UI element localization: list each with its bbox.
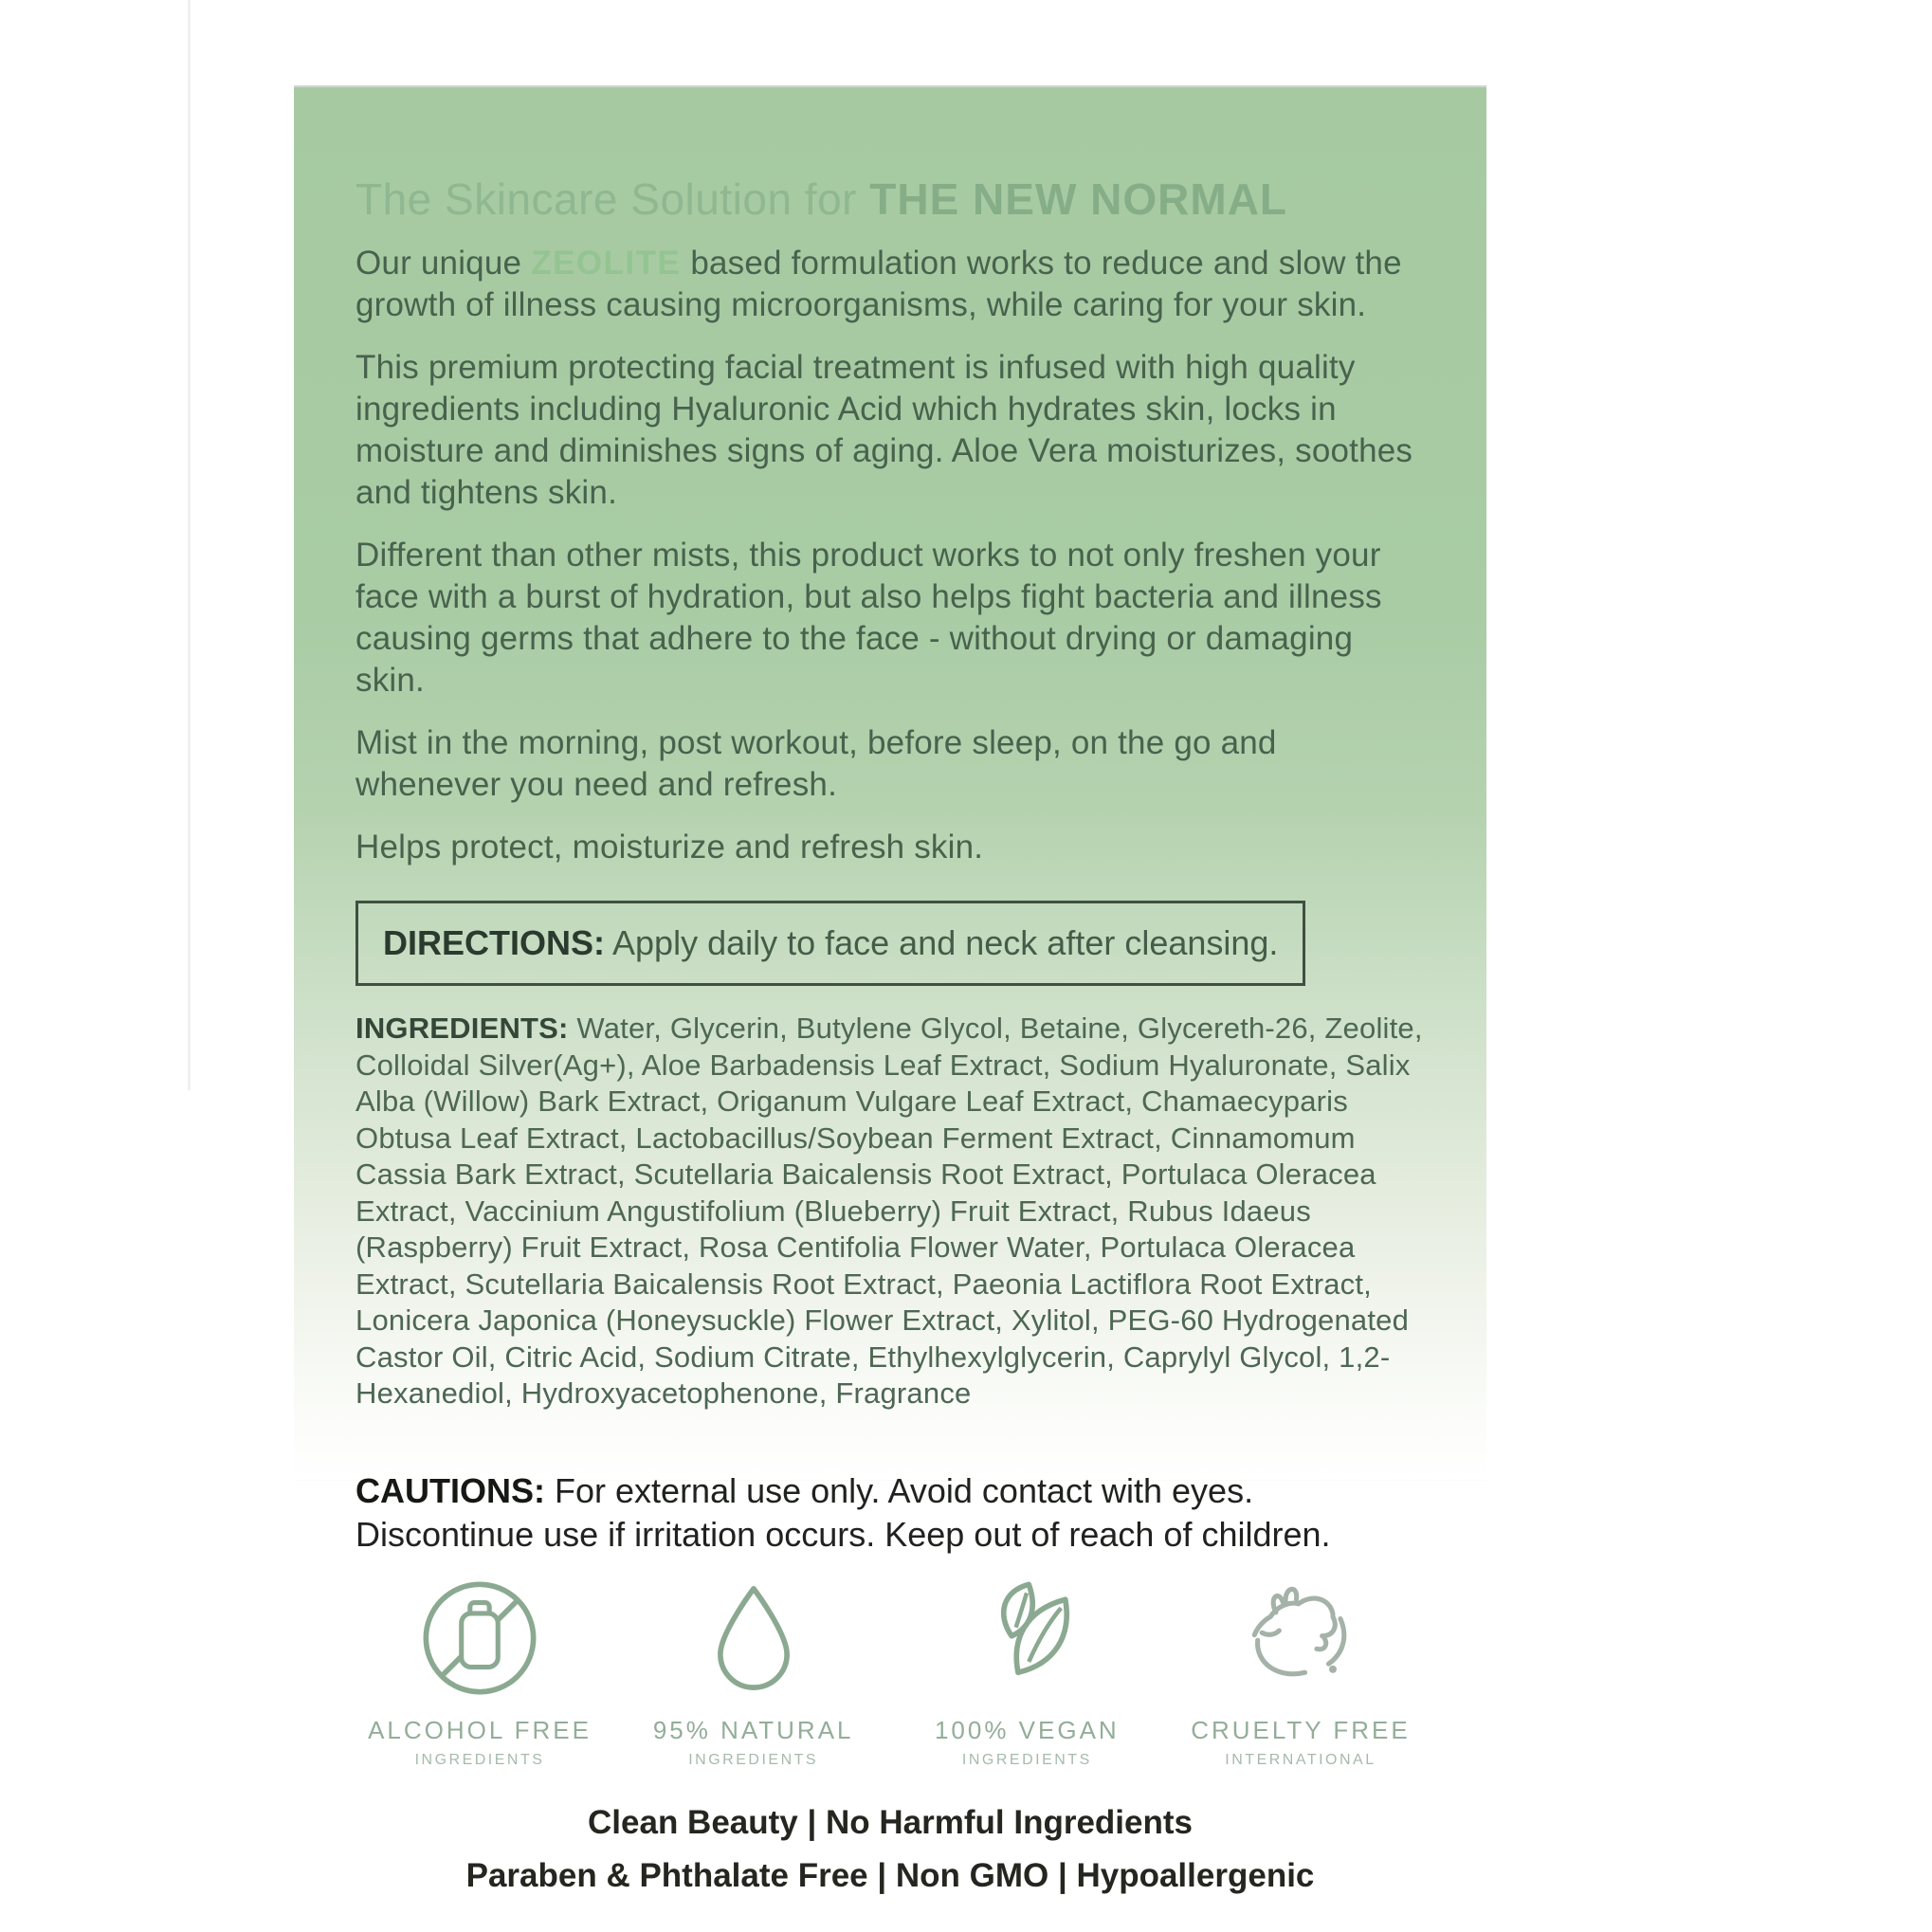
label-content — [355, 173, 1425, 1907]
badge-vegan — [902, 1574, 1151, 1769]
badge-title: ALCOHOL FREE — [368, 1715, 592, 1744]
paragraph-usage-occasions: Mist in the morning, post workout, before sleep, on the go and whenever you need and refresh. — [355, 724, 1277, 803]
badge-subtitle: INGREDIENTS — [961, 1751, 1092, 1768]
paragraph-summary: Helps protect, moisturize and refresh skin. — [355, 829, 984, 866]
label-title-bold: THE NEW NORMAL — [869, 174, 1288, 224]
footer-claims — [355, 1801, 1425, 1898]
badge-title: CRUELTY FREE — [1191, 1715, 1411, 1744]
intro-text-pre: Our unique — [355, 245, 532, 282]
paragraph-formulation — [355, 243, 1425, 326]
cautions-label: CAUTIONS: — [355, 1470, 545, 1510]
footer-line-2: Paraben & Phthalate Free | Non GMO | Hypoallergenic — [465, 1856, 1315, 1894]
badge-title: 95% NATURAL — [652, 1715, 854, 1744]
cautions-paragraph — [355, 1469, 1425, 1557]
badge-subtitle: INTERNATIONAL — [1225, 1751, 1376, 1768]
label-title-regular: The Skincare Solution for — [355, 174, 870, 224]
certification-badges-row — [355, 1574, 1425, 1769]
zeolite-highlight: ZEOLITE — [531, 245, 682, 282]
badge-cruelty-free — [1176, 1574, 1425, 1769]
directions-text: Apply daily to face and neck after cleansing. — [612, 923, 1279, 962]
badge-natural — [629, 1574, 878, 1769]
badge-title: 100% VEGAN — [934, 1715, 1120, 1744]
water-drop-icon — [689, 1574, 818, 1703]
badge-alcohol-free — [355, 1574, 604, 1769]
leaping-bunny-icon — [1236, 1574, 1365, 1703]
label-title — [355, 173, 1425, 226]
ingredients-label: INGREDIENTS: — [355, 1012, 569, 1045]
no-alcohol-bottle-icon — [415, 1574, 544, 1703]
intro-text-post: based formulation works to reduce and slow the growth of illness causing microorganisms, while caring for your skin. — [355, 245, 1402, 323]
footer-line-1: Clean Beauty | No Harmful Ingredients — [588, 1803, 1193, 1841]
badge-subtitle: INGREDIENTS — [688, 1751, 819, 1768]
directions-box — [355, 901, 1305, 986]
cautions-text: For external use only. Avoid contact with eyes. Discontinue use if irritation occurs. Keep out of reach of children. — [355, 1470, 1331, 1554]
badge-subtitle: INGREDIENTS — [414, 1751, 545, 1768]
ingredients-text: Water, Glycerin, Butylene Glycol, Betaine, Glycereth-26, Zeolite, Colloidal Silver(Ag+), Aloe Barbadensis Leaf Extract, Sodium Hyaluronate, Salix Alba (Willow) Bark Extract, Origanum Vulgare Leaf Extract, Chamaecyparis Obtusa Leaf Extract, Lactobacillus/Soybean Ferment Extract, Cinnamomum Cassia Bark Extract, Scutellaria Baicalensis Root Extract, Portulaca Oleracea Extract, Vaccinium Angustifolium (Blueberry) Fruit Extract, Rubus Idaeus (Raspberry) Fruit Extract, Rosa Centifolia Flower Water, Portulaca Oleracea Extract, Scutellaria Baicalensis Root Extract, Paeonia Lactiflora Root Extract, Lonicera Japonica (Honeysuckle) Flower Extract, Xylitol, PEG-60 Hydrogenated Castor Oil, Citric Acid, Sodium Citrate, Ethylhexylglycerin, Caprylyl Glycol, 1,2-Hexanediol, Hydroxyacetophenone, Fragrance — [355, 1012, 1423, 1410]
vegan-leaves-icon — [962, 1574, 1091, 1703]
ingredients-paragraph — [355, 1011, 1425, 1413]
card-edge-line — [188, 0, 191, 1090]
paragraph-ingredient-benefits: This premium protecting facial treatment is infused with high quality ingredients including Hyaluronic Acid which hydrates skin, locks in moisture and diminishes signs of aging. Aloe Vera moisturizes, soothes and tightens skin. — [355, 349, 1413, 511]
paragraph-difference: Different than other mists, this product works to not only freshen your face with a burst of hydration, but also helps fight bacteria and illness causing germs that adhere to the face - without drying or damaging skin. — [355, 537, 1382, 699]
directions-label: DIRECTIONS: — [383, 923, 605, 962]
